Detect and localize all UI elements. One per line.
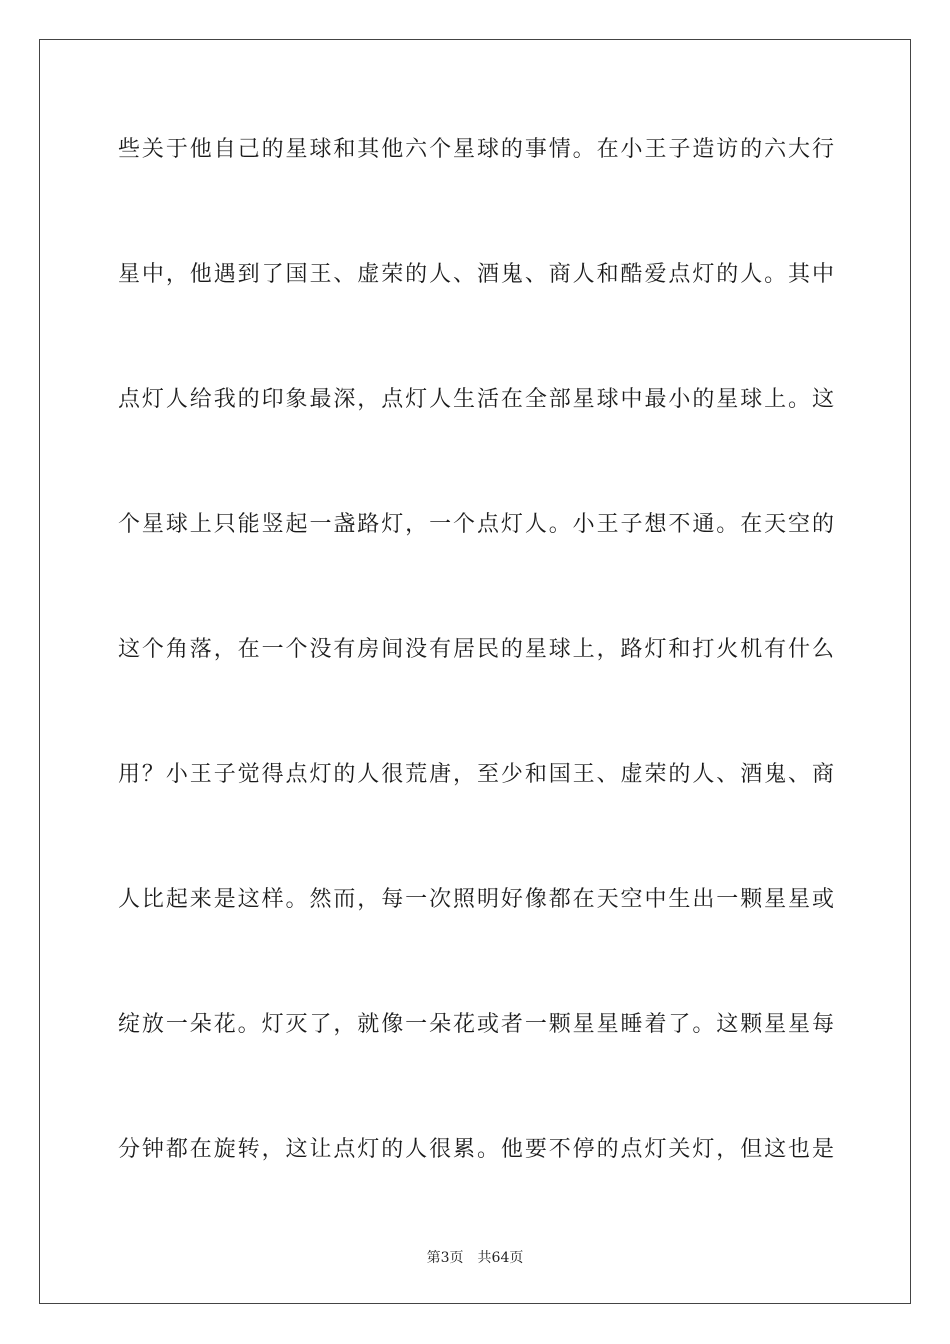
text-line-4: 个星球上只能竖起一盏路灯，一个点灯人。小王子想不通。在天空的 [118, 512, 834, 537]
text-line-5: 这个角落，在一个没有房间没有居民的星球上，路灯和打火机有什么 [118, 637, 834, 662]
text-line-1: 些关于他自己的星球和其他六个星球的事情。在小王子造访的六大行 [118, 137, 834, 162]
page-footer [0, 1247, 950, 1267]
text-line-8: 绽放一朵花。灯灭了，就像一朵花或者一颗星星睡着了。这颗星星每 [118, 1012, 834, 1037]
text-line-6: 用？小王子觉得点灯的人很荒唐，至少和国王、虚荣的人、酒鬼、商 [118, 762, 834, 787]
page-total: 共64页 [477, 1250, 524, 1266]
page-number: 第3页 [426, 1250, 464, 1266]
document-body [118, 130, 834, 1255]
text-line-3: 点灯人给我的印象最深，点灯人生活在全部星球中最小的星球上。这 [118, 387, 834, 412]
text-line-2: 星中，他遇到了国王、虚荣的人、酒鬼、商人和酷爱点灯的人。其中 [118, 262, 834, 287]
text-line-9: 分钟都在旋转，这让点灯的人很累。他要不停的点灯关灯，但这也是 [118, 1137, 834, 1162]
text-line-7: 人比起来是这样。然而，每一次照明好像都在天空中生出一颗星星或 [118, 887, 834, 912]
